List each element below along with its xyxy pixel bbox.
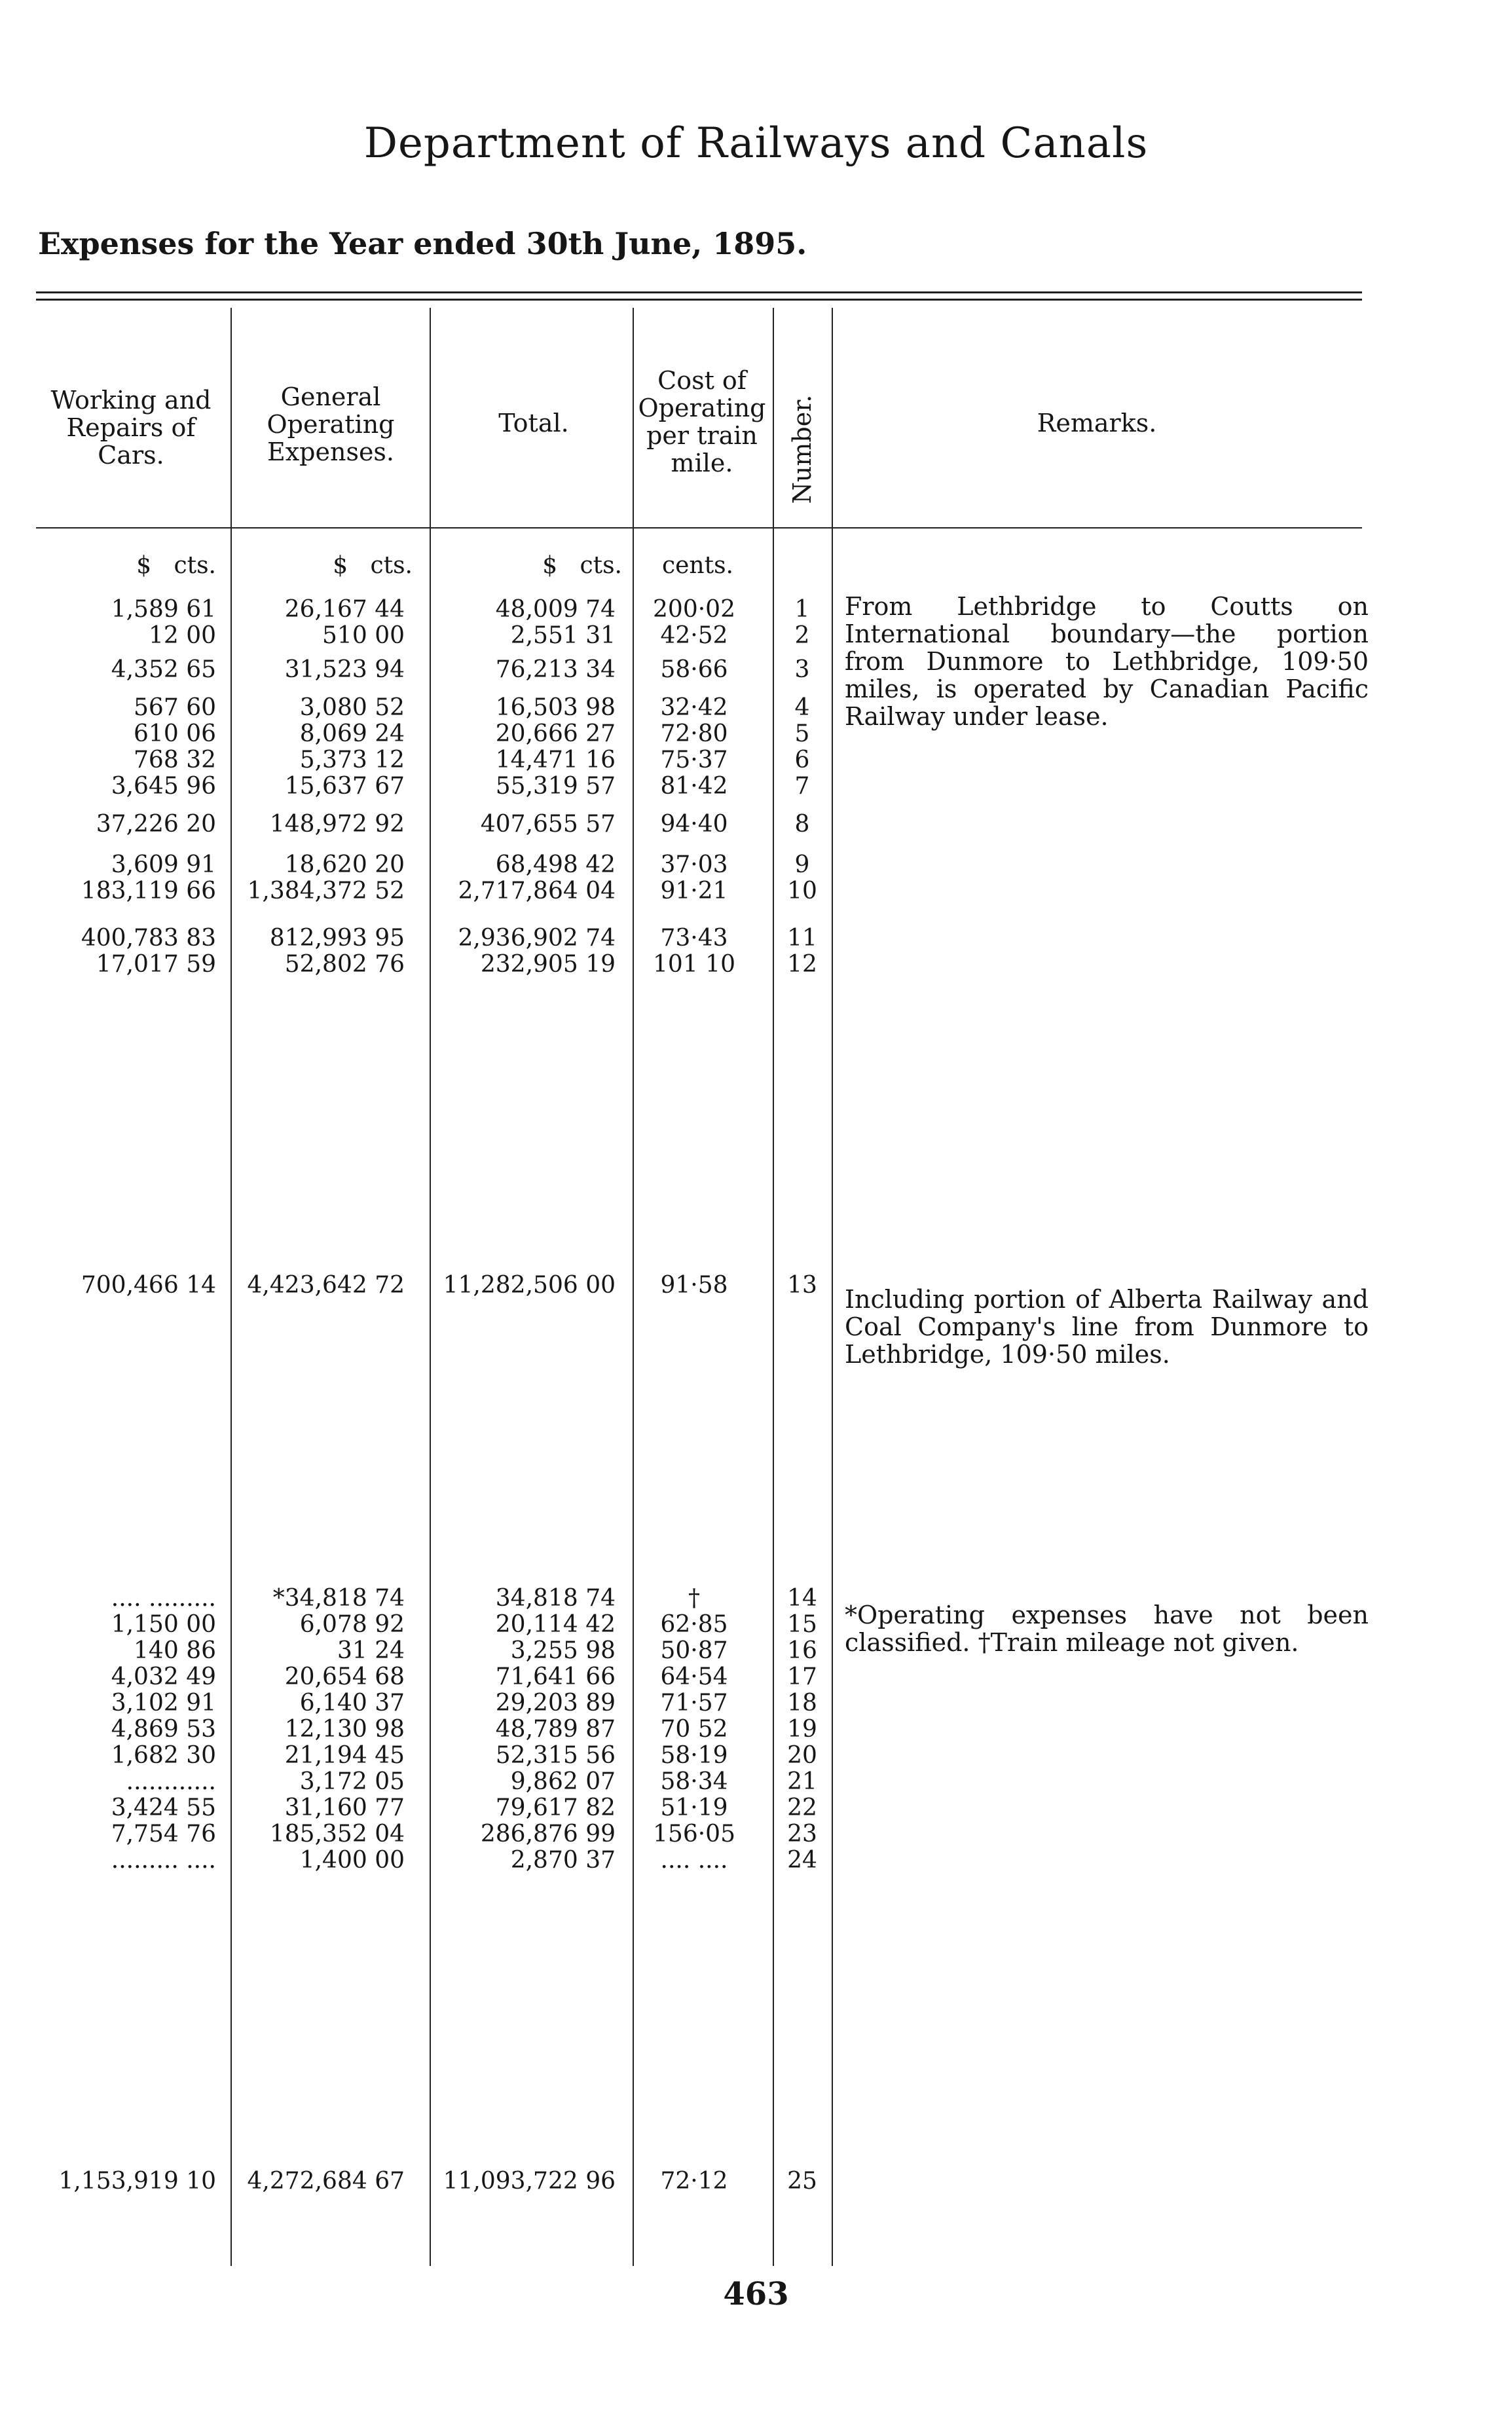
cell-general: 6,140 37 xyxy=(299,1690,405,1717)
cell-total: 2,551 31 xyxy=(510,622,616,649)
cell-working: .... ......... xyxy=(111,1585,216,1612)
cell-general: 26,167 44 xyxy=(284,596,405,623)
cell-working: 4,032 49 xyxy=(111,1663,216,1690)
cell-general: 1,384,372 52 xyxy=(247,878,405,904)
cell-general: 812,993 95 xyxy=(269,925,405,952)
row-number: 2 xyxy=(794,622,810,649)
cell-general: 148,972 92 xyxy=(269,811,405,838)
cell-cost: 81·42 xyxy=(660,773,728,800)
cell-general: 31,523 94 xyxy=(284,656,405,683)
cell-total: 71,641 66 xyxy=(495,1663,616,1690)
row-number: 23 xyxy=(787,1821,817,1847)
units-cost: cents. xyxy=(661,552,733,579)
cell-total: 14,471 16 xyxy=(495,747,616,773)
cell-working: 17,017 59 xyxy=(96,951,216,978)
cell-total: 48,789 87 xyxy=(495,1716,616,1743)
cell-general: 12,130 98 xyxy=(284,1716,405,1743)
cell-total: 3,255 98 xyxy=(510,1637,616,1664)
cell-working: ......... .... xyxy=(111,1847,216,1874)
cell-cost: 64·54 xyxy=(660,1663,728,1690)
row-number: 6 xyxy=(794,747,810,773)
cell-cost: 91·58 xyxy=(660,1272,728,1299)
cell-general: 3,080 52 xyxy=(299,694,405,721)
row-number: 1 xyxy=(794,596,810,623)
cell-general: 18,620 20 xyxy=(284,851,405,878)
cell-cost: 32·42 xyxy=(660,694,728,721)
row-number: 16 xyxy=(787,1637,817,1664)
row-number: 21 xyxy=(787,1768,817,1795)
cell-total: 2,870 37 xyxy=(510,1847,616,1874)
cell-working: 4,869 53 xyxy=(111,1716,216,1743)
row-number: 11 xyxy=(787,925,817,952)
row-number: 15 xyxy=(787,1611,817,1638)
row-number: 9 xyxy=(794,851,810,878)
cell-working: 1,150 00 xyxy=(111,1611,216,1638)
cell-total: 2,717,864 04 xyxy=(458,878,616,904)
cell-cost: 72·12 xyxy=(660,2168,728,2195)
row-number: 13 xyxy=(787,1272,817,1299)
cell-total: 9,862 07 xyxy=(510,1768,616,1795)
row-number: 4 xyxy=(794,694,810,721)
cell-total: 2,936,902 74 xyxy=(458,925,616,952)
cell-total: 55,319 57 xyxy=(495,773,616,800)
header-working: Working and Repairs of Cars. xyxy=(50,386,212,470)
cell-general: *34,818 74 xyxy=(272,1585,405,1612)
cell-general: 8,069 24 xyxy=(299,720,405,747)
cell-working: 37,226 20 xyxy=(96,811,216,838)
page-title: Department of Railways and Canals xyxy=(363,119,1149,168)
cell-cost: 101 10 xyxy=(653,951,735,978)
cell-total: 34,818 74 xyxy=(495,1585,616,1612)
cell-general: 52,802 76 xyxy=(284,951,405,978)
cell-cost: 91·21 xyxy=(660,878,728,904)
cell-working: 400,783 83 xyxy=(81,925,216,952)
row-number: 3 xyxy=(794,656,810,683)
cell-cost: 200·02 xyxy=(653,596,735,623)
cell-total: 52,315 56 xyxy=(495,1742,616,1769)
cell-general: 5,373 12 xyxy=(299,747,405,773)
cell-working: 1,153,919 10 xyxy=(58,2168,216,2195)
cell-general: 4,272,684 67 xyxy=(247,2168,405,2195)
row-number: 5 xyxy=(794,720,810,747)
cell-cost: 75·37 xyxy=(660,747,728,773)
cell-general: 1,400 00 xyxy=(299,1847,405,1874)
cell-cost: 94·40 xyxy=(660,811,728,838)
page-number: 463 xyxy=(723,2276,789,2312)
cell-general: 185,352 04 xyxy=(269,1821,405,1847)
cell-total: 79,617 82 xyxy=(495,1794,616,1821)
cell-total: 16,503 98 xyxy=(495,694,616,721)
row-number: 20 xyxy=(787,1742,817,1769)
row-number: 18 xyxy=(787,1690,817,1717)
cell-cost: 70 52 xyxy=(660,1716,728,1743)
row-number: 14 xyxy=(787,1585,817,1612)
row-number: 12 xyxy=(787,951,817,978)
cell-cost: 50·87 xyxy=(660,1637,728,1664)
cell-general: 510 00 xyxy=(322,622,405,649)
units-total: $ cts. xyxy=(542,552,622,579)
cell-total: 11,093,722 96 xyxy=(443,2168,616,2195)
cell-working: 3,102 91 xyxy=(111,1690,216,1717)
cell-working: 3,609 91 xyxy=(111,851,216,878)
cell-working: 768 32 xyxy=(134,747,216,773)
cell-total: 286,876 99 xyxy=(480,1821,616,1847)
cell-general: 15,637 67 xyxy=(284,773,405,800)
cell-cost: 37·03 xyxy=(660,851,728,878)
cell-working: ............ xyxy=(126,1768,216,1795)
cell-total: 29,203 89 xyxy=(495,1690,616,1717)
cell-cost: 51·19 xyxy=(660,1794,728,1821)
cell-general: 4,423,642 72 xyxy=(247,1272,405,1299)
cell-cost: .... .... xyxy=(660,1847,728,1874)
cell-working: 12 00 xyxy=(148,622,216,649)
cell-total: 232,905 19 xyxy=(480,951,616,978)
cell-total: 11,282,506 00 xyxy=(443,1272,616,1299)
remark-row-14: *Operating expenses have not been classified. †Train mileage not given. xyxy=(845,1601,1369,1657)
header-remarks: Remarks. xyxy=(1037,409,1157,437)
cell-working: 1,589 61 xyxy=(111,596,216,623)
remark-row-13: Including portion of Alberta Railway and Coal Company's line from Dunmore to Lethbridge, 109·50 miles. xyxy=(845,1285,1369,1369)
cell-general: 31 24 xyxy=(337,1637,405,1664)
cell-working: 567 60 xyxy=(134,694,216,721)
cell-working: 1,682 30 xyxy=(111,1742,216,1769)
cell-general: 6,078 92 xyxy=(299,1611,405,1638)
cell-general: 20,654 68 xyxy=(284,1663,405,1690)
cell-working: 7,754 76 xyxy=(111,1821,216,1847)
col-rule-5 xyxy=(832,308,833,2266)
cell-general: 3,172 05 xyxy=(299,1768,405,1795)
row-number: 17 xyxy=(787,1663,817,1690)
cell-cost: † xyxy=(688,1585,700,1612)
row-number: 19 xyxy=(787,1716,817,1743)
header-number: Number. xyxy=(788,394,817,504)
header-cost: Cost of Operating per train mile. xyxy=(638,366,766,477)
top-rule xyxy=(36,291,1362,293)
cell-total: 68,498 42 xyxy=(495,851,616,878)
cell-cost: 156·05 xyxy=(653,1821,735,1847)
page-subtitle: Expenses for the Year ended 30th June, 1895. xyxy=(38,226,807,261)
header-rule xyxy=(36,527,1362,529)
row-number: 10 xyxy=(787,878,817,904)
cell-total: 20,666 27 xyxy=(495,720,616,747)
remark-row-1: From Lethbridge to Coutts on International boundary—the portion from Dunmore to Lethbridge, 109·50 miles, is operated by Canadian Pacific Railway under lease. xyxy=(845,592,1369,731)
col-rule-4 xyxy=(773,308,774,2266)
cell-cost: 73·43 xyxy=(660,925,728,952)
cell-cost: 58·19 xyxy=(660,1742,728,1769)
units-general: $ cts. xyxy=(333,552,413,579)
cell-cost: 42·52 xyxy=(660,622,728,649)
row-number: 24 xyxy=(787,1847,817,1874)
cell-cost: 58·66 xyxy=(660,656,728,683)
row-number: 8 xyxy=(794,811,810,838)
cell-general: 31,160 77 xyxy=(284,1794,405,1821)
row-number: 25 xyxy=(787,2168,817,2195)
cell-working: 3,424 55 xyxy=(111,1794,216,1821)
cell-working: 4,352 65 xyxy=(111,656,216,683)
cell-working: 183,119 66 xyxy=(81,878,216,904)
cell-working: 610 06 xyxy=(134,720,216,747)
cell-cost: 72·80 xyxy=(660,720,728,747)
row-number: 22 xyxy=(787,1794,817,1821)
cell-total: 20,114 42 xyxy=(495,1611,616,1638)
header-total: Total. xyxy=(498,409,569,437)
cell-cost: 58·34 xyxy=(660,1768,728,1795)
row-number: 7 xyxy=(794,773,810,800)
cell-working: 700,466 14 xyxy=(81,1272,216,1299)
cell-general: 21,194 45 xyxy=(284,1742,405,1769)
cell-total: 407,655 57 xyxy=(480,811,616,838)
top-rule-2 xyxy=(36,299,1362,301)
cell-total: 48,009 74 xyxy=(495,596,616,623)
cell-cost: 71·57 xyxy=(660,1690,728,1717)
cell-cost: 62·85 xyxy=(660,1611,728,1638)
header-general: General Operating Expenses. xyxy=(267,382,395,466)
cell-working: 140 86 xyxy=(134,1637,216,1664)
units-working: $ cts. xyxy=(136,552,216,579)
cell-total: 76,213 34 xyxy=(495,656,616,683)
cell-working: 3,645 96 xyxy=(111,773,216,800)
